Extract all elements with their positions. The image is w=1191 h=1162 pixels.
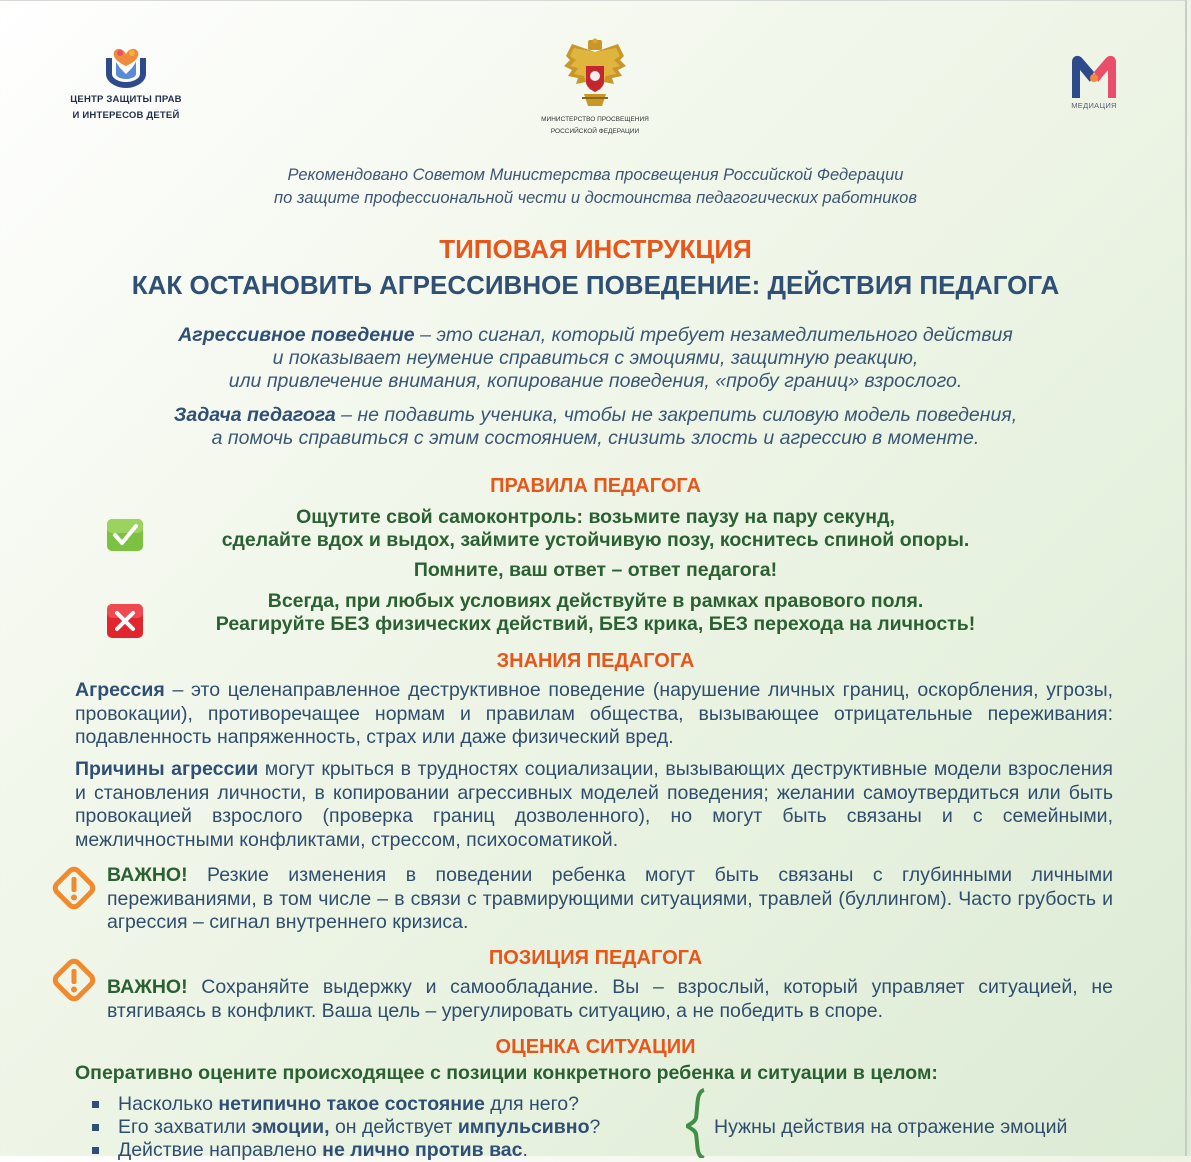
hands-heart-icon — [102, 44, 150, 90]
warning-diamond-icon — [50, 864, 98, 912]
rule-remember: Помните, ваш ответ – ответ педагога! — [413, 559, 778, 581]
document-title: ТИПОВАЯ ИНСТРУКЦИЯ — [439, 234, 752, 264]
double-headed-eagle-emblem-icon — [562, 38, 628, 112]
warning-diamond-icon — [50, 956, 98, 1004]
assessment-side-note: Нужны действия на отражение эмоций — [714, 1116, 1068, 1138]
recommendation-line-1: Рекомендовано Советом Министерства просвещения Российской Федерации — [287, 166, 904, 184]
list-item: Действие направлено не лично против вас. — [90, 1139, 600, 1162]
logo-left-caption-2: И ИНТЕРЕСОВ ДЕТЕЙ — [72, 110, 180, 121]
important-note-knowledge: ВАЖНО! Резкие изменения в поведении ребенка могут быть связаны с глубинными личными переживаниями, в том числе – в связи с травмирующими ситуациями, травлей (буллингом). Часто грубость и агрессия – сигнал внутреннего кризиса. — [107, 864, 1113, 933]
section-heading-position: ПОЗИЦИЯ ПЕДАГОГА — [488, 947, 703, 969]
list-item: Насколько нетипично такое состояние для него? — [90, 1093, 600, 1116]
rule-legal-field: Всегда, при любых условиях действуйте в рамках правового поля. Реагируйте БЕЗ физических действий, БЕЗ крика, БЕЗ перехода на личность! — [215, 590, 976, 635]
section-heading-rules: ПРАВИЛА ПЕДАГОГА — [490, 475, 701, 497]
mediation-m-icon — [1070, 54, 1118, 98]
assessment-lead: Оперативно оцените происходящее с позиции конкретного ребенка и ситуации в целом: — [75, 1062, 938, 1084]
logo-mediation — [1062, 54, 1126, 110]
paragraph-aggression-causes: Причины агрессии могут крыться в трудностях социализации, вызывающих деструктивные модели взросления и становления личности, в копировании агрессивных моделей поведения; желании самоутвердиться или быть провокацией взрослого (проверка границ дозволенного), но могут быть связаны и с семейными, межличностными конфликтами, стрессом, психосоматикой. — [75, 758, 1113, 851]
section-heading-assessment: ОЦЕНКА СИТУАЦИИ — [495, 1036, 696, 1058]
document-subtitle: КАК ОСТАНОВИТЬ АГРЕССИВНОЕ ПОВЕДЕНИЕ: ДЕЙСТВИЯ ПЕДАГОГА — [131, 270, 1060, 300]
assessment-list — [90, 1093, 600, 1162]
intro-task: Задача педагога – не подавить ученика, чтобы не закрепить силовую модель поведения, а помочь справиться с этим состоянием, снизить злость и агрессию в моменте. — [173, 404, 1018, 449]
section-heading-knowledge: ЗНАНИЯ ПЕДАГОГА — [496, 650, 695, 672]
rule-self-control: Ощутите свой самоконтроль: возьмите паузу на пару секунд, сделайте вдох и выдох, займите устойчивую позу, коснитесь спиной опоры. — [221, 506, 970, 551]
logo-center-caption-1: МИНИСТЕРСТВО ПРОСВЕЩЕНИЯ — [541, 116, 649, 123]
important-note-position: ВАЖНО! Сохраняйте выдержку и самообладание. Вы – взрослый, который управляет ситуацией, не втягиваясь в конфликт. Ваша цель – урегулировать ситуацию, а не победить в споре. — [107, 976, 1113, 1022]
task-term: Задача педагога — [173, 404, 336, 426]
logo-ministry-of-education — [520, 38, 670, 136]
logo-left-caption-1: ЦЕНТР ЗАЩИТЫ ПРАВ — [70, 94, 182, 105]
recommendation-line-2: по защите профессиональной чести и достоинства педагогических работников — [274, 189, 917, 207]
logo-center-caption-2: РОССИЙСКОЙ ФЕДЕРАЦИИ — [550, 128, 640, 135]
logo-right-caption: МЕДИАЦИЯ — [1071, 101, 1117, 110]
curly-brace-icon — [686, 1088, 706, 1158]
logo-child-rights-center — [66, 44, 186, 122]
paragraph-aggression-definition: Агрессия – это целенаправленное деструктивное поведение (нарушение личных границ, оскорбления, угрозы, провокации), противоречащее нормам и правилам общества, вызывающее отрицательные переживания: подавленность напряженность, страх или даже физический вред. — [75, 679, 1113, 748]
intro-definition: Агрессивное поведение – это сигнал, который требует незамедлительного действия и показывает неумение справиться с эмоциями, защитную реакцию, или привлечение внимания, копирование поведения, «пробу границ» взрослого. — [178, 324, 1013, 392]
list-item: Его захватили эмоции, он действует импульсивно? — [90, 1116, 600, 1139]
definition-term: Агрессивное поведение — [178, 324, 415, 346]
